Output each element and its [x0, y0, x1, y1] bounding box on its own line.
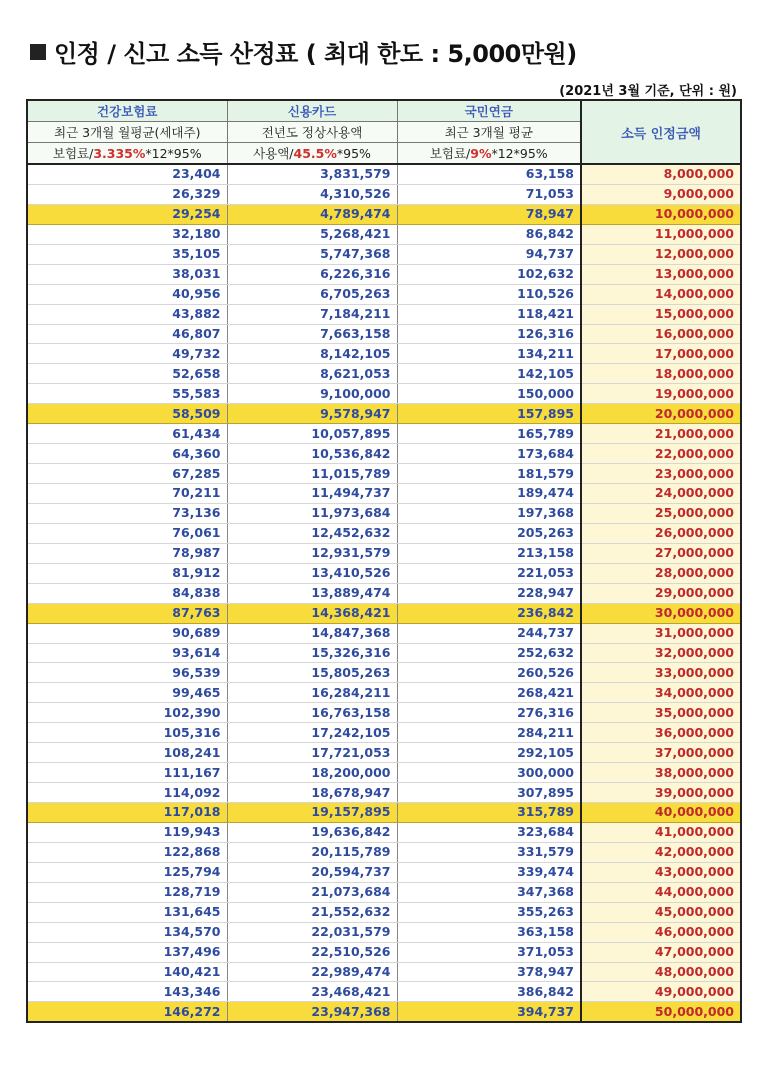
- formula-suffix: *12*95%: [145, 146, 202, 161]
- income-amount-cell: 23,000,000: [581, 464, 741, 484]
- header-card-formula: [227, 143, 397, 165]
- health-premium-cell: 23,404: [27, 164, 227, 184]
- table-row: [27, 942, 741, 962]
- income-amount-cell: 18,000,000: [581, 364, 741, 384]
- pension-premium-cell: 386,842: [397, 982, 581, 1002]
- health-premium-cell: 35,105: [27, 244, 227, 264]
- income-amount-cell: 15,000,000: [581, 304, 741, 324]
- pension-premium-cell: 150,000: [397, 384, 581, 404]
- income-amount-cell: 16,000,000: [581, 324, 741, 344]
- basis-note: (2021년 3월 기준, 단위 : 원): [559, 84, 737, 99]
- pension-premium-cell: 118,421: [397, 304, 581, 324]
- income-amount-cell: 31,000,000: [581, 623, 741, 643]
- table-row: [27, 384, 741, 404]
- card-usage-cell: 13,410,526: [227, 563, 397, 583]
- pension-premium-cell: 110,526: [397, 284, 581, 304]
- health-premium-cell: 78,987: [27, 543, 227, 563]
- health-premium-cell: 38,031: [27, 264, 227, 284]
- table-row: [27, 583, 741, 603]
- health-premium-cell: 55,583: [27, 384, 227, 404]
- health-premium-cell: 146,272: [27, 1002, 227, 1022]
- health-premium-cell: 87,763: [27, 603, 227, 623]
- pension-premium-cell: 71,053: [397, 184, 581, 204]
- card-usage-cell: 11,015,789: [227, 464, 397, 484]
- table-row: [27, 743, 741, 763]
- income-amount-cell: 8,000,000: [581, 164, 741, 184]
- pension-premium-cell: 284,211: [397, 723, 581, 743]
- table-row: [27, 922, 741, 942]
- header-health-desc: 최근 3개월 월평균(세대주): [27, 122, 227, 143]
- pension-premium-cell: 228,947: [397, 583, 581, 603]
- pension-premium-cell: 173,684: [397, 444, 581, 464]
- table-row: [27, 862, 741, 882]
- card-usage-cell: 8,142,105: [227, 344, 397, 364]
- card-usage-cell: 17,242,105: [227, 723, 397, 743]
- card-usage-cell: 20,594,737: [227, 862, 397, 882]
- card-usage-cell: 10,536,842: [227, 444, 397, 464]
- pension-premium-cell: 197,368: [397, 503, 581, 523]
- header-health-formula: [27, 143, 227, 165]
- pension-premium-cell: 165,789: [397, 424, 581, 444]
- income-amount-cell: 49,000,000: [581, 982, 741, 1002]
- health-premium-cell: 114,092: [27, 783, 227, 803]
- card-usage-cell: 13,889,474: [227, 583, 397, 603]
- health-premium-cell: 29,254: [27, 204, 227, 224]
- pension-premium-cell: 134,211: [397, 344, 581, 364]
- income-amount-cell: 45,000,000: [581, 902, 741, 922]
- table-row: [27, 484, 741, 504]
- card-usage-cell: 6,705,263: [227, 284, 397, 304]
- table-row: [27, 404, 741, 424]
- page-title: [30, 34, 577, 69]
- table-row: [27, 1002, 741, 1022]
- card-usage-cell: 4,310,526: [227, 184, 397, 204]
- income-amount-cell: 22,000,000: [581, 444, 741, 464]
- pension-premium-cell: 213,158: [397, 543, 581, 563]
- pension-premium-cell: 236,842: [397, 603, 581, 623]
- table-row: [27, 982, 741, 1002]
- pension-premium-cell: 181,579: [397, 464, 581, 484]
- table-row: [27, 822, 741, 842]
- income-amount-cell: 44,000,000: [581, 882, 741, 902]
- formula-rate: 9%: [470, 146, 492, 161]
- card-usage-cell: 6,226,316: [227, 264, 397, 284]
- table-row: [27, 164, 741, 184]
- table-row: [27, 523, 741, 543]
- table-body: [27, 164, 741, 1022]
- table-row: [27, 603, 741, 623]
- table-row: [27, 663, 741, 683]
- formula-prefix: 보험료/: [429, 146, 471, 161]
- income-amount-cell: 12,000,000: [581, 244, 741, 264]
- table-row: [27, 364, 741, 384]
- formula-suffix: *95%: [336, 146, 371, 161]
- table-row: [27, 803, 741, 823]
- income-amount-cell: 10,000,000: [581, 204, 741, 224]
- table-row: [27, 763, 741, 783]
- card-usage-cell: 12,452,632: [227, 523, 397, 543]
- health-premium-cell: 119,943: [27, 822, 227, 842]
- card-usage-cell: 11,973,684: [227, 503, 397, 523]
- header-pension-formula: [397, 143, 581, 165]
- table-row: [27, 902, 741, 922]
- table-row: [27, 324, 741, 344]
- income-amount-cell: 17,000,000: [581, 344, 741, 364]
- pension-premium-cell: 94,737: [397, 244, 581, 264]
- pension-premium-cell: 394,737: [397, 1002, 581, 1022]
- health-premium-cell: 76,061: [27, 523, 227, 543]
- income-amount-cell: 33,000,000: [581, 663, 741, 683]
- health-premium-cell: 70,211: [27, 484, 227, 504]
- health-premium-cell: 125,794: [27, 862, 227, 882]
- pension-premium-cell: 347,368: [397, 882, 581, 902]
- income-amount-cell: 13,000,000: [581, 264, 741, 284]
- health-premium-cell: 40,956: [27, 284, 227, 304]
- income-amount-cell: 21,000,000: [581, 424, 741, 444]
- table-row: [27, 224, 741, 244]
- pension-premium-cell: 339,474: [397, 862, 581, 882]
- health-premium-cell: 140,421: [27, 962, 227, 982]
- header-result-name: 소득 인정금액: [581, 100, 741, 164]
- health-premium-cell: 143,346: [27, 982, 227, 1002]
- income-amount-cell: 37,000,000: [581, 743, 741, 763]
- income-amount-cell: 39,000,000: [581, 783, 741, 803]
- table-row: [27, 623, 741, 643]
- income-amount-cell: 38,000,000: [581, 763, 741, 783]
- header-card-name: 신용카드: [227, 100, 397, 122]
- health-premium-cell: 52,658: [27, 364, 227, 384]
- card-usage-cell: 15,326,316: [227, 643, 397, 663]
- income-amount-cell: 27,000,000: [581, 543, 741, 563]
- table-row: [27, 424, 741, 444]
- health-premium-cell: 134,570: [27, 922, 227, 942]
- card-usage-cell: 9,578,947: [227, 404, 397, 424]
- income-amount-cell: 26,000,000: [581, 523, 741, 543]
- income-amount-cell: 34,000,000: [581, 683, 741, 703]
- pension-premium-cell: 315,789: [397, 803, 581, 823]
- card-usage-cell: 8,621,053: [227, 364, 397, 384]
- income-amount-cell: 43,000,000: [581, 862, 741, 882]
- pension-premium-cell: 355,263: [397, 902, 581, 922]
- health-premium-cell: 99,465: [27, 683, 227, 703]
- square-bullet-icon: [30, 44, 46, 60]
- health-premium-cell: 49,732: [27, 344, 227, 364]
- pension-premium-cell: 244,737: [397, 623, 581, 643]
- header-pension-desc: 최근 3개월 평균: [397, 122, 581, 143]
- pension-premium-cell: 221,053: [397, 563, 581, 583]
- card-usage-cell: 7,663,158: [227, 324, 397, 344]
- income-amount-cell: 30,000,000: [581, 603, 741, 623]
- table-row: [27, 503, 741, 523]
- income-amount-cell: 9,000,000: [581, 184, 741, 204]
- card-usage-cell: 20,115,789: [227, 842, 397, 862]
- formula-prefix: 보험료/: [52, 146, 94, 161]
- formula-suffix: *12*95%: [491, 146, 548, 161]
- health-premium-cell: 96,539: [27, 663, 227, 683]
- card-usage-cell: 22,031,579: [227, 922, 397, 942]
- card-usage-cell: 22,989,474: [227, 962, 397, 982]
- card-usage-cell: 5,268,421: [227, 224, 397, 244]
- income-amount-cell: 35,000,000: [581, 703, 741, 723]
- pension-premium-cell: 142,105: [397, 364, 581, 384]
- pension-premium-cell: 292,105: [397, 743, 581, 763]
- pension-premium-cell: 189,474: [397, 484, 581, 504]
- card-usage-cell: 16,284,211: [227, 683, 397, 703]
- pension-premium-cell: 371,053: [397, 942, 581, 962]
- health-premium-cell: 90,689: [27, 623, 227, 643]
- table-row: [27, 842, 741, 862]
- health-premium-cell: 61,434: [27, 424, 227, 444]
- card-usage-cell: 3,831,579: [227, 164, 397, 184]
- card-usage-cell: 14,847,368: [227, 623, 397, 643]
- income-amount-cell: 40,000,000: [581, 803, 741, 823]
- health-premium-cell: 93,614: [27, 643, 227, 663]
- pension-premium-cell: 300,000: [397, 763, 581, 783]
- card-usage-cell: 5,747,368: [227, 244, 397, 264]
- table-row: [27, 244, 741, 264]
- health-premium-cell: 58,509: [27, 404, 227, 424]
- table-row: [27, 783, 741, 803]
- page-title-text: 인정 / 신고 소득 산정표 ( 최대 한도 : 5,000만원): [54, 40, 577, 68]
- card-usage-cell: 23,947,368: [227, 1002, 397, 1022]
- formula-rate: 3.335%: [93, 146, 146, 161]
- card-usage-cell: 16,763,158: [227, 703, 397, 723]
- income-table: [26, 99, 742, 1023]
- table-row: [27, 204, 741, 224]
- table-row: [27, 882, 741, 902]
- table-row: [27, 264, 741, 284]
- health-premium-cell: 81,912: [27, 563, 227, 583]
- income-amount-cell: 47,000,000: [581, 942, 741, 962]
- pension-premium-cell: 307,895: [397, 783, 581, 803]
- health-premium-cell: 43,882: [27, 304, 227, 324]
- income-amount-cell: 25,000,000: [581, 503, 741, 523]
- table-row: [27, 464, 741, 484]
- health-premium-cell: 111,167: [27, 763, 227, 783]
- card-usage-cell: 10,057,895: [227, 424, 397, 444]
- income-amount-cell: 14,000,000: [581, 284, 741, 304]
- card-usage-cell: 4,789,474: [227, 204, 397, 224]
- table-row: [27, 563, 741, 583]
- table-row: [27, 444, 741, 464]
- income-amount-cell: 36,000,000: [581, 723, 741, 743]
- pension-premium-cell: 126,316: [397, 324, 581, 344]
- table-row: [27, 184, 741, 204]
- health-premium-cell: 105,316: [27, 723, 227, 743]
- income-amount-cell: 42,000,000: [581, 842, 741, 862]
- income-amount-cell: 32,000,000: [581, 643, 741, 663]
- card-usage-cell: 9,100,000: [227, 384, 397, 404]
- income-amount-cell: 50,000,000: [581, 1002, 741, 1022]
- table-row: [27, 723, 741, 743]
- card-usage-cell: 15,805,263: [227, 663, 397, 683]
- health-premium-cell: 137,496: [27, 942, 227, 962]
- pension-premium-cell: 378,947: [397, 962, 581, 982]
- income-amount-cell: 41,000,000: [581, 822, 741, 842]
- card-usage-cell: 14,368,421: [227, 603, 397, 623]
- card-usage-cell: 17,721,053: [227, 743, 397, 763]
- income-amount-cell: 24,000,000: [581, 484, 741, 504]
- table-row: [27, 703, 741, 723]
- header-health-name: 건강보험료: [27, 100, 227, 122]
- card-usage-cell: 19,157,895: [227, 803, 397, 823]
- table-row: [27, 962, 741, 982]
- health-premium-cell: 122,868: [27, 842, 227, 862]
- pension-premium-cell: 63,158: [397, 164, 581, 184]
- health-premium-cell: 64,360: [27, 444, 227, 464]
- health-premium-cell: 73,136: [27, 503, 227, 523]
- card-usage-cell: 11,494,737: [227, 484, 397, 504]
- table-row: [27, 344, 741, 364]
- health-premium-cell: 26,329: [27, 184, 227, 204]
- table-row: [27, 304, 741, 324]
- formula-rate: 45.5%: [293, 146, 337, 161]
- card-usage-cell: 21,552,632: [227, 902, 397, 922]
- pension-premium-cell: 260,526: [397, 663, 581, 683]
- pension-premium-cell: 276,316: [397, 703, 581, 723]
- health-premium-cell: 32,180: [27, 224, 227, 244]
- health-premium-cell: 131,645: [27, 902, 227, 922]
- pension-premium-cell: 157,895: [397, 404, 581, 424]
- health-premium-cell: 46,807: [27, 324, 227, 344]
- table-header: [27, 100, 741, 164]
- header-card-desc: 전년도 정상사용액: [227, 122, 397, 143]
- card-usage-cell: 22,510,526: [227, 942, 397, 962]
- income-amount-cell: 46,000,000: [581, 922, 741, 942]
- pension-premium-cell: 78,947: [397, 204, 581, 224]
- card-usage-cell: 19,636,842: [227, 822, 397, 842]
- pension-premium-cell: 205,263: [397, 523, 581, 543]
- card-usage-cell: 21,073,684: [227, 882, 397, 902]
- table-row: [27, 643, 741, 663]
- health-premium-cell: 117,018: [27, 803, 227, 823]
- income-amount-cell: 48,000,000: [581, 962, 741, 982]
- health-premium-cell: 102,390: [27, 703, 227, 723]
- income-amount-cell: 28,000,000: [581, 563, 741, 583]
- pension-premium-cell: 331,579: [397, 842, 581, 862]
- table-row: [27, 284, 741, 304]
- health-premium-cell: 108,241: [27, 743, 227, 763]
- table-row: [27, 543, 741, 563]
- pension-premium-cell: 86,842: [397, 224, 581, 244]
- income-amount-cell: 11,000,000: [581, 224, 741, 244]
- card-usage-cell: 23,468,421: [227, 982, 397, 1002]
- pension-premium-cell: 363,158: [397, 922, 581, 942]
- health-premium-cell: 84,838: [27, 583, 227, 603]
- income-amount-cell: 19,000,000: [581, 384, 741, 404]
- header-pension-name: 국민연금: [397, 100, 581, 122]
- card-usage-cell: 18,678,947: [227, 783, 397, 803]
- health-premium-cell: 128,719: [27, 882, 227, 902]
- formula-prefix: 사용액/: [253, 146, 294, 161]
- income-amount-cell: 29,000,000: [581, 583, 741, 603]
- pension-premium-cell: 102,632: [397, 264, 581, 284]
- card-usage-cell: 18,200,000: [227, 763, 397, 783]
- card-usage-cell: 12,931,579: [227, 543, 397, 563]
- pension-premium-cell: 252,632: [397, 643, 581, 663]
- table-row: [27, 683, 741, 703]
- income-amount-cell: 20,000,000: [581, 404, 741, 424]
- pension-premium-cell: 268,421: [397, 683, 581, 703]
- card-usage-cell: 7,184,211: [227, 304, 397, 324]
- pension-premium-cell: 323,684: [397, 822, 581, 842]
- health-premium-cell: 67,285: [27, 464, 227, 484]
